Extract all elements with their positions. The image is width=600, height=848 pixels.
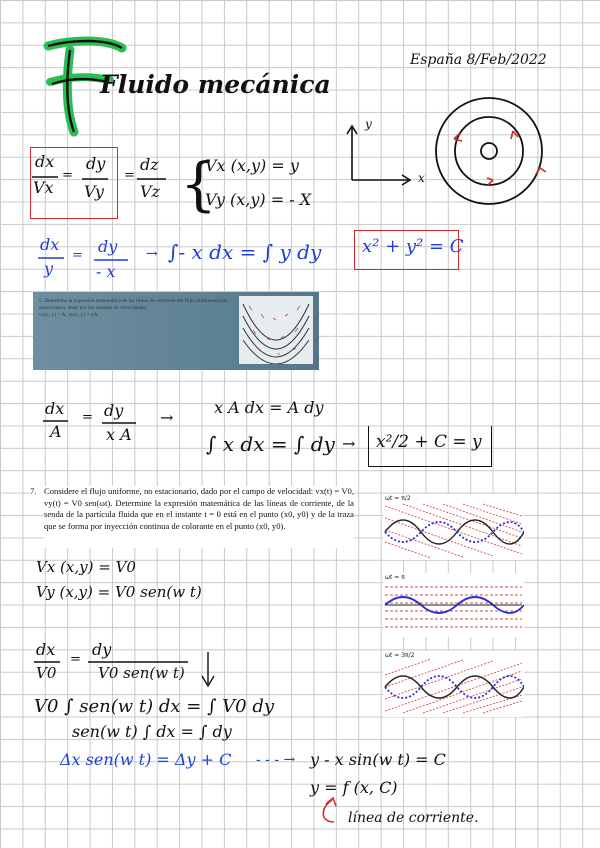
equals-sign: = <box>124 168 135 183</box>
equals-sign: = <box>72 248 83 263</box>
step2-dx: dx <box>40 235 60 254</box>
step3-a: A <box>50 422 62 441</box>
equals-sign: = <box>82 410 93 425</box>
arrow-icon: → <box>342 434 356 453</box>
parabola-equation: x²/2 + C = y <box>376 432 482 452</box>
step4-v0-sen: V0 sen(w t) <box>98 664 185 682</box>
step4-line5: y = f (x, C) <box>310 778 398 797</box>
arrow-icon: → <box>160 408 174 427</box>
step3-line2: ∫ x dx = ∫ dy <box>206 432 335 456</box>
date-label: España 8/Feb/2022 <box>410 52 547 68</box>
frac-dy: dy <box>86 154 106 173</box>
step2-minus-x: - x <box>96 262 116 281</box>
plot-label: ωt = 3π/2 <box>385 652 415 659</box>
step4-dx: dx <box>36 640 56 659</box>
step3-dx: dx <box>45 399 65 418</box>
equals-sign: = <box>70 652 81 667</box>
step4-line4: y - x sin(w t) = C <box>310 750 446 769</box>
velocity-y-eq: Vy (x,y) = - X <box>205 190 312 209</box>
frac-dx: dx <box>35 152 55 171</box>
step4-dy: dy <box>92 640 112 659</box>
step3-line1: x A dx = A dy <box>214 398 324 417</box>
streamline-note: línea de corriente. <box>348 810 479 826</box>
problem7-number: 7. <box>30 486 44 498</box>
plot-label: ωt = π/2 <box>385 495 411 502</box>
step2-dy: dy <box>98 237 118 256</box>
arrow-icon: → <box>146 246 158 262</box>
step4-line1: V0 ∫ sen(w t) dx = ∫ V0 dy <box>34 696 275 717</box>
step3-xa: x A <box>106 425 132 444</box>
axis-y-label: y <box>365 117 372 131</box>
plot-label: ωt = π <box>385 574 405 581</box>
frac-vz: Vz <box>140 182 160 201</box>
step4-line3: Δx sen(w t) = Δy + C <box>60 750 232 769</box>
arrow-icon: - - - → <box>256 752 296 768</box>
frac-dz: dz <box>140 155 159 174</box>
step4-vx: Vx (x,y) = V0 <box>36 558 136 576</box>
step4-vy: Vy (x,y) = V0 sen(w t) <box>36 583 202 601</box>
circle-equation: x² + y² = C <box>362 236 464 257</box>
step4-v0: V0 <box>36 664 57 682</box>
axis-x-label: x <box>418 171 425 185</box>
velocity-x-eq: Vx (x,y) = y <box>205 156 299 175</box>
step2-integral: ∫- x dx = ∫ y dy <box>168 240 322 264</box>
step3-dy: dy <box>104 401 124 420</box>
step4-line2: sen(w t) ∫ dx = ∫ dy <box>72 722 232 741</box>
problem5-text: 5. Determine la expresión matemática de las líneas de corriente del flujo bidimensional, estacionario, dado por los campos de velocidades: <box>39 298 229 311</box>
step2-y: y <box>44 259 54 278</box>
frac-vx: Vx <box>33 178 54 197</box>
problem5-formula: vx(x, y) = A, vy(x, y) = xA. <box>39 311 99 318</box>
equals-sign: = <box>62 168 73 183</box>
frac-vy: Vy <box>84 182 104 201</box>
page-title: Fluido mecánica <box>100 70 331 99</box>
problem7-text: Considere el flujo uniforme, no estacionario, dado por el campo de velocidad: vx(t) = V0, vy(t) = V0 sen(ωt). Determine la expresión matemática de las líneas de corriente, de la senda de la partícula fluida que en el instante t = 0 está en el punto (x0, y0) y de la traza que se forma por inyección continua de colorante en el punto (x0, y0). <box>44 486 354 548</box>
brace: { <box>180 150 217 218</box>
